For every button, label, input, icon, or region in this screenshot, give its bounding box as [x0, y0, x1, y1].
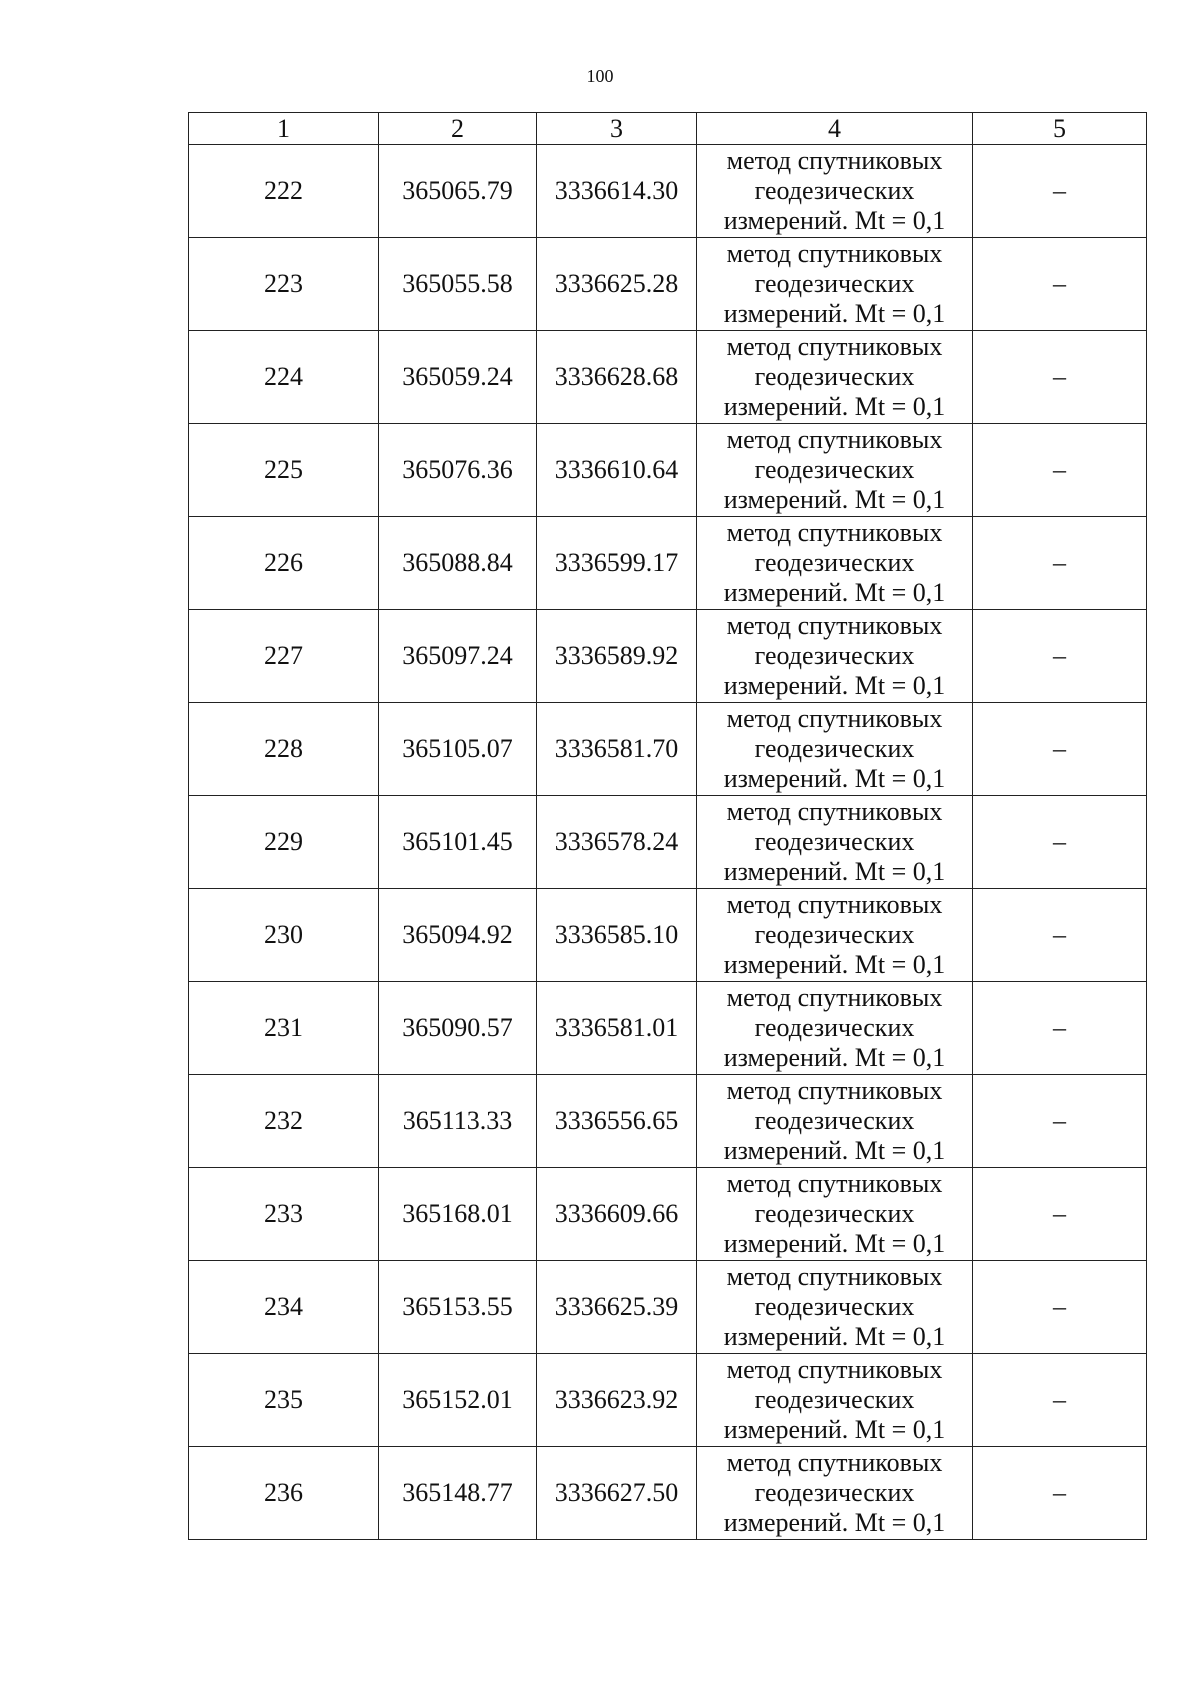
method-line: геодезических — [754, 548, 915, 577]
y-coordinate-cell: 3336581.70 — [537, 703, 697, 796]
point-number-cell: 234 — [189, 1261, 379, 1354]
point-number-cell: 223 — [189, 238, 379, 331]
method-line: геодезических — [754, 176, 915, 205]
point-number-cell: 235 — [189, 1354, 379, 1447]
table-row — [189, 1168, 1147, 1261]
method-cell — [697, 517, 973, 610]
x-coordinate-cell: 365152.01 — [379, 1354, 537, 1447]
method-line: геодезических — [754, 1385, 915, 1414]
x-coordinate-cell: 365148.77 — [379, 1447, 537, 1540]
y-coordinate-cell: 3336585.10 — [537, 889, 697, 982]
header-col-2: 2 — [379, 113, 537, 145]
table-row — [189, 1261, 1147, 1354]
point-number-cell: 225 — [189, 424, 379, 517]
method-cell — [697, 1447, 973, 1540]
x-coordinate-cell: 365097.24 — [379, 610, 537, 703]
method-line: метод спутниковых — [726, 239, 943, 268]
method-cell — [697, 1168, 973, 1261]
method-line: метод спутниковых — [726, 332, 943, 361]
point-number-cell: 233 — [189, 1168, 379, 1261]
method-line: метод спутниковых — [726, 146, 943, 175]
method-line: метод спутниковых — [726, 425, 943, 454]
method-line: измерений. Mt = 0,1 — [723, 392, 946, 421]
column-5-cell: – — [973, 982, 1147, 1075]
method-line: метод спутниковых — [726, 890, 943, 919]
x-coordinate-cell: 365076.36 — [379, 424, 537, 517]
column-5-cell: – — [973, 424, 1147, 517]
table-row — [189, 517, 1147, 610]
method-line: геодезических — [754, 1199, 915, 1228]
table-row — [189, 424, 1147, 517]
y-coordinate-cell: 3336625.28 — [537, 238, 697, 331]
method-line: измерений. Mt = 0,1 — [723, 950, 946, 979]
x-coordinate-cell: 365059.24 — [379, 331, 537, 424]
table-row — [189, 238, 1147, 331]
method-line: метод спутниковых — [726, 611, 943, 640]
method-cell — [697, 610, 973, 703]
method-line: геодезических — [754, 362, 915, 391]
method-cell — [697, 1075, 973, 1168]
column-5-cell: – — [973, 145, 1147, 238]
method-line: измерений. Mt = 0,1 — [723, 1508, 946, 1537]
method-cell — [697, 1261, 973, 1354]
x-coordinate-cell: 365090.57 — [379, 982, 537, 1075]
point-number-cell: 229 — [189, 796, 379, 889]
y-coordinate-cell: 3336609.66 — [537, 1168, 697, 1261]
method-line: измерений. Mt = 0,1 — [723, 1322, 946, 1351]
point-number-cell: 224 — [189, 331, 379, 424]
x-coordinate-cell: 365055.58 — [379, 238, 537, 331]
method-line: метод спутниковых — [726, 1169, 943, 1198]
x-coordinate-cell: 365105.07 — [379, 703, 537, 796]
point-number-cell: 222 — [189, 145, 379, 238]
method-line: метод спутниковых — [726, 1076, 943, 1105]
point-number-cell: 230 — [189, 889, 379, 982]
method-cell — [697, 703, 973, 796]
x-coordinate-cell: 365168.01 — [379, 1168, 537, 1261]
method-cell — [697, 796, 973, 889]
y-coordinate-cell: 3336627.50 — [537, 1447, 697, 1540]
method-cell — [697, 331, 973, 424]
method-line: метод спутниковых — [726, 1355, 943, 1384]
method-line: геодезических — [754, 827, 915, 856]
method-line: метод спутниковых — [726, 518, 943, 547]
column-5-cell: – — [973, 238, 1147, 331]
header-col-1: 1 — [189, 113, 379, 145]
coordinates-table — [188, 112, 1147, 1540]
point-number-cell: 232 — [189, 1075, 379, 1168]
method-cell — [697, 145, 973, 238]
header-row — [189, 113, 1147, 145]
method-line: измерений. Mt = 0,1 — [723, 485, 946, 514]
table-row — [189, 331, 1147, 424]
x-coordinate-cell: 365065.79 — [379, 145, 537, 238]
y-coordinate-cell: 3336625.39 — [537, 1261, 697, 1354]
method-cell — [697, 238, 973, 331]
column-5-cell: – — [973, 889, 1147, 982]
point-number-cell: 236 — [189, 1447, 379, 1540]
column-5-cell: – — [973, 796, 1147, 889]
column-5-cell: – — [973, 517, 1147, 610]
method-line: геодезических — [754, 920, 915, 949]
method-line: геодезических — [754, 641, 915, 670]
x-coordinate-cell: 365094.92 — [379, 889, 537, 982]
x-coordinate-cell: 365153.55 — [379, 1261, 537, 1354]
table-row — [189, 1447, 1147, 1540]
table-row — [189, 982, 1147, 1075]
table-row — [189, 889, 1147, 982]
point-number-cell: 227 — [189, 610, 379, 703]
method-line: метод спутниковых — [726, 1448, 943, 1477]
method-line: геодезических — [754, 1292, 915, 1321]
column-5-cell: – — [973, 610, 1147, 703]
method-line: измерений. Mt = 0,1 — [723, 299, 946, 328]
method-line: измерений. Mt = 0,1 — [723, 764, 946, 793]
method-line: измерений. Mt = 0,1 — [723, 1136, 946, 1165]
y-coordinate-cell: 3336556.65 — [537, 1075, 697, 1168]
method-line: геодезических — [754, 734, 915, 763]
table-header — [189, 113, 1147, 145]
y-coordinate-cell: 3336614.30 — [537, 145, 697, 238]
y-coordinate-cell: 3336589.92 — [537, 610, 697, 703]
method-line: измерений. Mt = 0,1 — [723, 206, 946, 235]
method-line: геодезических — [754, 455, 915, 484]
method-line: метод спутниковых — [726, 1262, 943, 1291]
method-line: метод спутниковых — [726, 704, 943, 733]
column-5-cell: – — [973, 1354, 1147, 1447]
method-line: измерений. Mt = 0,1 — [723, 1229, 946, 1258]
table-body — [189, 145, 1147, 1540]
table-row — [189, 610, 1147, 703]
table-row — [189, 1354, 1147, 1447]
column-5-cell: – — [973, 703, 1147, 796]
method-line: метод спутниковых — [726, 797, 943, 826]
point-number-cell: 231 — [189, 982, 379, 1075]
header-col-3: 3 — [537, 113, 697, 145]
method-line: измерений. Mt = 0,1 — [723, 578, 946, 607]
method-line: измерений. Mt = 0,1 — [723, 671, 946, 700]
header-col-5: 5 — [973, 113, 1147, 145]
y-coordinate-cell: 3336610.64 — [537, 424, 697, 517]
table-row — [189, 1075, 1147, 1168]
method-line: метод спутниковых — [726, 983, 943, 1012]
point-number-cell: 226 — [189, 517, 379, 610]
method-cell — [697, 889, 973, 982]
column-5-cell: – — [973, 1447, 1147, 1540]
table-row — [189, 145, 1147, 238]
table-row — [189, 796, 1147, 889]
column-5-cell: – — [973, 1261, 1147, 1354]
method-line: измерений. Mt = 0,1 — [723, 857, 946, 886]
method-line: измерений. Mt = 0,1 — [723, 1043, 946, 1072]
method-cell — [697, 982, 973, 1075]
method-line: геодезических — [754, 269, 915, 298]
y-coordinate-cell: 3336623.92 — [537, 1354, 697, 1447]
header-col-4: 4 — [697, 113, 973, 145]
y-coordinate-cell: 3336578.24 — [537, 796, 697, 889]
x-coordinate-cell: 365088.84 — [379, 517, 537, 610]
y-coordinate-cell: 3336628.68 — [537, 331, 697, 424]
column-5-cell: – — [973, 331, 1147, 424]
y-coordinate-cell: 3336599.17 — [537, 517, 697, 610]
method-cell — [697, 1354, 973, 1447]
x-coordinate-cell: 365101.45 — [379, 796, 537, 889]
table-row — [189, 703, 1147, 796]
method-line: геодезических — [754, 1013, 915, 1042]
method-line: геодезических — [754, 1106, 915, 1135]
method-line: измерений. Mt = 0,1 — [723, 1415, 946, 1444]
page-number: 100 — [586, 66, 614, 86]
column-5-cell: – — [973, 1168, 1147, 1261]
x-coordinate-cell: 365113.33 — [379, 1075, 537, 1168]
point-number-cell: 228 — [189, 703, 379, 796]
column-5-cell: – — [973, 1075, 1147, 1168]
method-cell — [697, 424, 973, 517]
method-line: геодезических — [754, 1478, 915, 1507]
y-coordinate-cell: 3336581.01 — [537, 982, 697, 1075]
